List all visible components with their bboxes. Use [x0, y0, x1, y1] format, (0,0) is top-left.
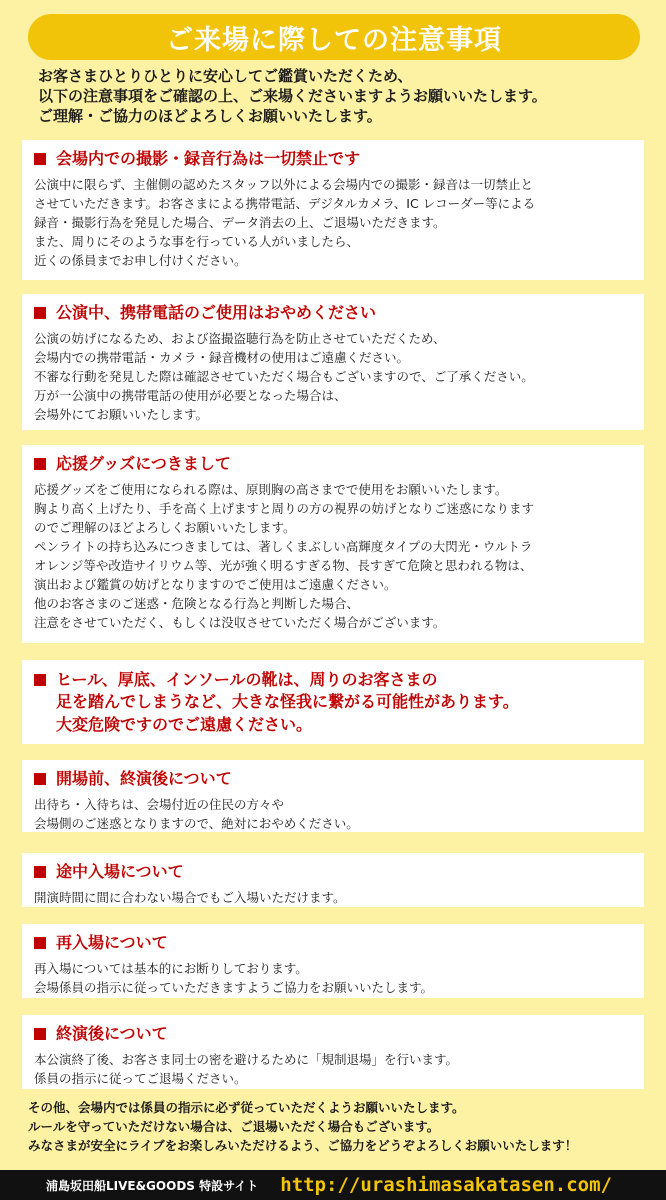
section-reentry [22, 924, 644, 998]
intro-line: お客さまひとりひとりに安心してご鑑賞いただくため、 [38, 67, 413, 85]
closing-line: ルールを守っていただけない場合は、ご退場いただく場合もございます。 [28, 1119, 440, 1134]
page-title: ご来場に際しての注意事項 [166, 24, 502, 56]
section-after-show [22, 1015, 644, 1089]
section-line: 録音・撮影行為を発見した場合、データ消去の上、ご退場いただきます。 [34, 215, 446, 230]
section-line: 足を踏んでしまうなど、大きな怪我に繋がる可能性があります。 [56, 692, 519, 711]
section-no-recording [22, 140, 644, 280]
section-title: 開場前、終演後について [56, 769, 232, 788]
section-before-after [22, 760, 644, 832]
intro-line: ご理解・ご協力のほどよろしくお願いいたします。 [38, 107, 382, 125]
section-title: ヒール、厚底、インソールの靴は、周りのお客さまの [56, 670, 438, 689]
section-late-entry [22, 853, 644, 907]
section-title: 応援グッズにつきまして [56, 454, 231, 473]
footer-bar [0, 1170, 666, 1200]
section-line: 公演中に限らず、主催側の認めたスタッフ以外による会場内での撮影・録音は一切禁止と [34, 177, 534, 192]
section-line: 会場内での携帯電話・カメラ・録音機材の使用はご遠慮ください。 [34, 350, 410, 365]
section-title: 再入場について [56, 933, 168, 952]
title-banner [28, 14, 640, 60]
section-title: 会場内での撮影・録音行為は一切禁止です [56, 149, 361, 168]
intro-text [38, 66, 658, 126]
footer-site-name: 浦島坂田船LIVE&GOODS 特設サイト [46, 1178, 259, 1193]
section-line: オレンジ等や改造サイリウム等、光が強く明るすぎる物、長すぎて危険と思われる物は、 [34, 558, 533, 573]
section-line: 公演の妨げになるため、および盗撮盗聴行為を防止させていただくため、 [34, 331, 446, 346]
square-bullet-icon [34, 937, 46, 949]
section-line: 万が一公演中の携帯電話の使用が必要となった場合は、 [34, 388, 347, 403]
section-line: 注意をさせていただく、もしくは没収させていただく場合がございます。 [34, 615, 446, 630]
section-line: ペンライトの持ち込みにつきましては、著しくまぶしい高輝度タイプの大閃光・ウルトラ [34, 539, 533, 554]
section-line: のでご理解のほどよろしくお願いいたします。 [34, 520, 296, 535]
section-line: 他のお客さまのご迷惑・危険となる行為と判断した場合、 [34, 596, 360, 611]
closing-text [28, 1098, 658, 1155]
section-phones [22, 294, 644, 430]
section-footwear-warning [22, 660, 644, 744]
section-line: 出待ち・入待ちは、会場付近の住民の方々や [34, 797, 285, 812]
section-line: 大変危険ですのでご遠慮ください。 [56, 715, 313, 734]
section-title: 途中入場について [56, 862, 184, 881]
intro-line: 以下の注意事項をご確認の上、ご来場くださいますようお願いいたします。 [38, 87, 547, 105]
square-bullet-icon [34, 866, 46, 878]
section-line: 応援グッズをご使用になられる際は、原則胸の高さまでで使用をお願いいたします。 [34, 482, 508, 497]
section-line: 会場外にてお願いいたします。 [34, 407, 209, 422]
section-line: させていただきます。お客さまによる携帯電話、デジタルカメラ、IC レコーダー等による [34, 196, 536, 211]
section-line: 演出および鑑賞の妨げとなりますのでご使用はご遠慮ください。 [34, 577, 397, 592]
section-line: 近くの係員までお申し付けください。 [34, 253, 247, 268]
closing-line: その他、会場内では係員の指示に必ず従っていただくようお願いいたします。 [28, 1100, 465, 1115]
section-line: 本公演終了後、お客さま同士の密を避けるために「規制退場」を行います。 [34, 1052, 459, 1067]
section-line: また、周りにそのような事を行っている人がいましたら、 [34, 234, 360, 249]
section-line: 不審な行動を発見した際は確認させていただく場合もございますので、ご了承ください。 [34, 369, 534, 384]
section-goods [22, 445, 644, 643]
section-line: 胸より高く上げたり、手を高く上げますと周りの方の視界の妨げとなりご迷惑になります [34, 501, 535, 516]
square-bullet-icon [34, 1028, 46, 1040]
section-line: 再入場については基本的にお断りしております。 [34, 961, 308, 976]
square-bullet-icon [34, 674, 46, 686]
closing-line: みなさまが安全にライブをお楽しみいただけるよう、ご協力をどうぞよろしくお願いいたします！ [28, 1138, 578, 1153]
footer-url-link[interactable]: http://urashimasakatasen.com/ [280, 1174, 612, 1196]
section-title: 公演中、携帯電話のご使用はおやめください [56, 303, 377, 322]
square-bullet-icon [34, 153, 46, 165]
square-bullet-icon [34, 307, 46, 319]
section-line: 開演時間に間に合わない場合でもご入場いただけます。 [34, 890, 346, 905]
section-line: 会場係員の指示に従っていただきますようご協力をお願いいたします。 [34, 980, 434, 995]
section-line: 係員の指示に従ってご退場ください。 [34, 1071, 247, 1086]
section-title: 終演後について [56, 1024, 168, 1043]
section-line: 会場側のご迷惑となりますので、絶対におやめください。 [34, 816, 359, 831]
square-bullet-icon [34, 773, 46, 785]
square-bullet-icon [34, 458, 46, 470]
